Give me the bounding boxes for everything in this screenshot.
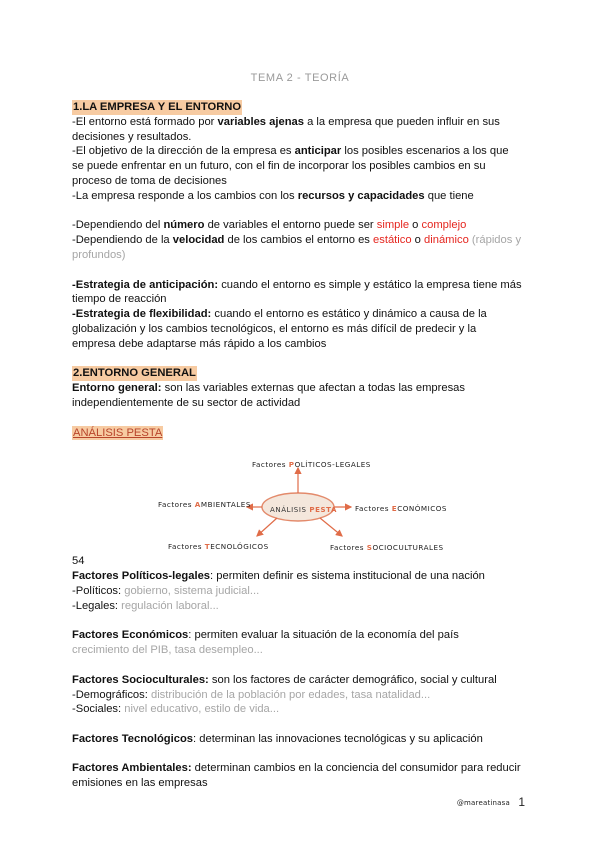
- label-politicos: Factores POLÍTICOS-LEGALES: [252, 460, 371, 470]
- section-2: [72, 366, 522, 791]
- paragraph: -Estrategia de flexibilidad: cuando el entorno es estático y dinámico a causa de la globalización y los cambios tecnológicos, el entorno es más difícil de predecir y la empresa debe adaptarse más rápido a los cambios: [72, 308, 487, 350]
- section-2-heading: 2.ENTORNO GENERAL: [73, 367, 196, 380]
- label-tecnologicos: Factores TECNOLÓGICOS: [168, 542, 269, 552]
- pesta-diagram: [72, 444, 522, 554]
- section-1: [72, 100, 522, 352]
- paragraph: -El entorno está formado por variables ajenas a la empresa que pueden influir en sus decisiones y resultados.: [72, 115, 500, 143]
- paragraph: -Dependiendo del número de variables el entorno puede ser simple o complejo: [72, 219, 467, 232]
- paragraph: -Legales: regulación laboral...: [72, 599, 219, 612]
- page-number: 1: [518, 795, 525, 809]
- section-1-heading: 1.LA EMPRESA Y EL ENTORNO: [73, 101, 242, 113]
- paragraph: Factores Socioculturales: son los factores de carácter demográfico, social y cultural: [72, 673, 497, 686]
- paragraph: -La empresa responde a los cambios con los recursos y capacidades que tiene: [72, 189, 474, 202]
- footer-brand: @mareatinasa: [456, 799, 510, 807]
- arrow-bottom-right: [320, 518, 342, 536]
- paragraph: -Estrategia de anticipación: cuando el entorno es simple y estático la empresa tiene más tiempo de reacción: [72, 278, 522, 306]
- paragraph: -Políticos: gobierno, sistema judicial...: [72, 584, 260, 597]
- figure-number: 54: [72, 555, 85, 568]
- label-socioculturales: Factores SOCIOCULTURALES: [330, 543, 444, 553]
- document-body: [72, 100, 522, 791]
- paragraph: -Demográficos: distribución de la población por edades, tasa natalidad...: [72, 688, 431, 701]
- pesta-center-label: ANÁLISIS PESTA: [270, 506, 337, 515]
- paragraph: crecimiento del PIB, tasa desempleo...: [72, 644, 263, 657]
- paragraph: Factores Tecnológicos: determinan las innovaciones tecnológicas y su aplicación: [72, 732, 483, 745]
- arrow-bottom-left: [257, 518, 277, 536]
- paragraph: Factores Ambientales: determinan cambios en la conciencia del consumidor para reducir emisiones en las empresas: [72, 762, 521, 790]
- page-title: TEMA 2 - TEORÍA: [250, 72, 350, 84]
- paragraph: -El objetivo de la dirección de la empresa es anticipar los posibles escenarios a los que se puede enfrentar en un futuro, con el fin de incorporar los posibles cambios en su proceso de toma de decisiones: [72, 145, 509, 187]
- pesta-title: ANÁLISIS PESTA: [73, 426, 163, 439]
- paragraph: Entorno general: son las variables externas que afectan a todas las empresas independientemente de su sector de actividad: [72, 382, 465, 409]
- paragraph: Factores Económicos: permiten evaluar la situación de la economía del país: [72, 629, 459, 642]
- paragraph: -Dependiendo de la velocidad de los cambios el entorno es estático o dinámico (rápidos y profundos): [72, 234, 522, 261]
- paragraph: Factores Políticos-legales: permiten definir es sistema institucional de una nación: [72, 570, 485, 583]
- label-economicos: Factores ECONÓMICOS: [355, 504, 447, 514]
- paragraph: -Sociales: nivel educativo, estilo de vida...: [72, 703, 280, 716]
- label-ambientales: Factores AMBIENTALES: [158, 500, 251, 510]
